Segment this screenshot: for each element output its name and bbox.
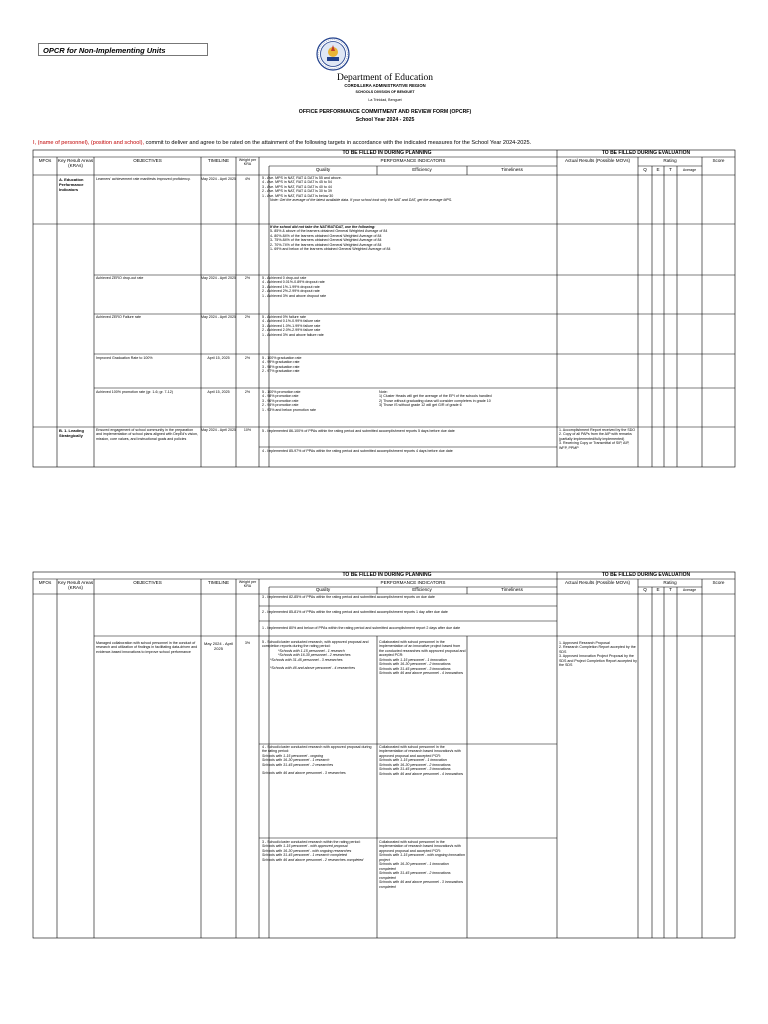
col-kra-2: Key Result Areas (KRAs) (57, 580, 94, 591)
efficiency-7-3-line: Schools with 1-15 personnel - with ongoing innovation project (379, 853, 465, 862)
commitment-text: commit to deliver and agree to be rated on the attainment of the following targets in accordance with the indicated measures for the School Year 2024-2025. (144, 140, 532, 146)
efficiency-7-4 (379, 745, 466, 776)
efficiency-7-4-line: Schools with 46 and above personnel - 4 innovations (379, 771, 464, 776)
quality-7-3-line: Schools with 16-30 personnel - with ongoing researches (262, 848, 352, 853)
planning-header: TO BE FILLED IN DURING PLANNING (342, 150, 432, 156)
quality-5-item: 1 - 93% and below promotion rate (262, 407, 316, 412)
quality-7-3-line: Schools with 46 and above personnel - 2 researches completed (262, 857, 364, 862)
objective-dropout: Achieved ZERO drop-out rate (96, 276, 144, 280)
col-timeline-2: TIMELINE (207, 580, 230, 585)
quality-7-3-line: Schools with 31-45 personnel - 1 research completed (262, 853, 347, 858)
objective-promotion: Achieved 100% promotion rate (gr. 1-6; gr. 7-12) (96, 390, 173, 394)
quality-list-1 (262, 176, 556, 203)
quality-1b-head: If the school did not take the NAT/RAT/DAT, use the following: (270, 225, 376, 229)
mov-item: 1. Approved Research Proposal (559, 641, 610, 645)
division-name: SCHOOLS DIVISION OF BENGUET (355, 90, 415, 94)
col-indicators-2: PERFORMANCE INDICATORS (380, 580, 446, 585)
weight-5: 2% (244, 390, 251, 394)
quality-2-item: 1 - Achieved 3% and above dropout rate (262, 293, 327, 298)
col-actual-results-2: Actual Results (Possible MOVs) (564, 580, 631, 585)
efficiency-7-5-line: Schools with 16-30 personnel - 2 innovations (379, 662, 451, 667)
objective-achievement-rate: Learners' achievement rate manifests improved proficiency. (96, 177, 191, 181)
objective-school-plans: Ensured engagement of school community in the preparation and implementation of school plans aligned with DepEd's vision, mission, core values, and instructional goals and policies (96, 428, 198, 441)
col-rating: Rating (663, 158, 677, 163)
efficiency-note-line: Note: (379, 390, 388, 394)
quality-7-5-line: *Schools with 16-30 personnel - 2 researches (278, 653, 351, 658)
quality-6-4: 4 - Implemented 85-97% of PPAs within the rating period and submitted accomplishment reports 4 days before due date (262, 449, 453, 453)
col-rating-t: T (669, 167, 672, 172)
evaluation-header-2: TO BE FILLED DURING EVALUATION (601, 572, 691, 578)
weight-6: 10% (243, 428, 252, 432)
weight-2: 2% (244, 276, 251, 280)
quality-6-3: 3 - Implemented 82-85% of PPAs within the rating period and submitted accomplishment reports on due date (262, 595, 435, 599)
quality-2-item: 4 - Achieved 0.01%-0.89% dropout rate (262, 280, 325, 285)
col-quality: Quality (315, 167, 331, 172)
col-timeliness-2: Timeliness (501, 587, 523, 592)
objective-research: Managed collaboration with school personnel in the conduct of research and utilization of findings in facilitating data-driven and evidence-based innovations to improve school performance (96, 641, 198, 654)
commitment-name-placeholder: (name of personnel), (position and school), (37, 140, 145, 146)
efficiency-7-5-line: Schools with 46 and above personnel - 4 innovations (379, 671, 464, 676)
quality-5-item: 3 - 96% promotion rate (262, 398, 299, 403)
region-name: CORDILLERA ADMINISTRATIVE REGION (344, 83, 426, 88)
quality-3-item: 5 - Achieved 0% failure rate (262, 315, 306, 319)
col-rating-e: E (656, 167, 660, 172)
col-actual-results: Actual Results (Possible MOVs) (564, 158, 631, 163)
quality-1b-item: 1- 69% and below of the learners obtained General Weighted Average of 84 (270, 247, 391, 252)
quality-3-item: 4 - Achieved 0.1%-0.99% failure rate (262, 319, 321, 324)
col-rating-t-2: T (669, 587, 672, 592)
efficiency-7-4-line: Schools with 31-45 personnel - 3 innovations (379, 767, 451, 772)
mov-item: 3. Approved Innovation Project Proposal by the SDS and Project Completion Report accepted by the SDS (559, 654, 637, 668)
quality-7-3-line: 3 - School/cluster conducted research within the rating period: (262, 840, 361, 844)
quality-1-item: 4 - Ave. MPS in NAT, RAT & DAT is 45 to 54 (262, 180, 332, 185)
efficiency-7-3-line: Schools with 46 and above personnel - 3 innovations completed (379, 880, 464, 889)
quality-4-item: 2 - 97% graduation rate (262, 369, 300, 374)
quality-5-item: 5 - 100% promotion rate (262, 390, 301, 394)
quality-7-4-line: Schools with 1-15 personnel - ongoing (262, 753, 324, 758)
efficiency-7-5 (379, 640, 466, 676)
quality-7-4 (262, 745, 376, 776)
kra-leading-strategically: B. 1. Leading Strategically (59, 428, 84, 438)
quality-5-item: 4 - 98% promotion rate (262, 394, 299, 399)
quality-7-5-line: *Schools with 31-45 personnel - 3 researches (270, 657, 343, 662)
quality-1-note: Note: Get the average of the latest available data. If your school took only the NAT and DAT, get the average MPS. (270, 198, 453, 203)
col-indicators: PERFORMANCE INDICATORS (380, 158, 446, 163)
quality-6-5: 5 - Implemented 86-100% of PPAs within the rating period and submitted accomplishment reports 5 days before due date (262, 429, 455, 433)
quality-7-5 (262, 640, 376, 671)
efficiency-7-4-line: Schools with 16-30 personnel - 2 innovations (379, 762, 451, 767)
mov-item: 2. Copy of all PAPs from the AIP with remarks (partially implemented/fully implemented) (559, 432, 632, 441)
col-rating-average: Average (682, 168, 697, 172)
town-name: La Trinidad, Benguet (368, 98, 402, 102)
quality-1b-item: 2- 70%-74% of the learners obtained General Weighted Average of 84 (270, 242, 382, 247)
quality-1b-item: 3- 75%-84% of the learners obtained General Weighted Average of 84 (270, 238, 382, 243)
planning-header-2: TO BE FILLED IN DURING PLANNING (342, 572, 432, 578)
efficiency-7-3-line: Schools with 16-30 personnel - 1 innovation completed (379, 862, 449, 871)
timeline-4: April 15, 2025 (207, 356, 230, 360)
objective-graduation: Improved Graduation Rate to 100% (96, 356, 153, 360)
col-timeliness: Timeliness (501, 167, 523, 172)
efficiency-note-line: 1) Cluster Heads will get the average of the EPI of the schools handled (379, 394, 492, 399)
commitment-prefix: I, (33, 140, 38, 146)
kra-education-performance: A. Education Performance Indicators (59, 177, 84, 192)
col-score-2: Score (712, 580, 725, 585)
quality-1-item: 2 - Ave. MPS in NAT, RAT & DAT is 30 to 39 (262, 189, 332, 194)
col-efficiency-2: Efficiency (412, 587, 432, 592)
col-rating-e-2: E (656, 587, 660, 592)
quality-7-4-line: 4 - School/cluster conducted research with approved proposal during the rating period: (262, 745, 372, 754)
timeline-2: May 2024 - April 2025 (201, 276, 236, 280)
quality-list-1b (270, 225, 556, 252)
col-rating-q-2: Q (643, 587, 647, 592)
quality-1-item: 5 - Ave. MPS in NAT, RAT & DAT is 55 and above. (262, 176, 342, 180)
efficiency-note-line: 2) Those without graduating class will consider completers in grade 10 (379, 398, 491, 403)
form-tag: OPCR for Non-Implementing Units (38, 43, 208, 56)
quality-2-item: 5 - Achieved 0 drop-out rate (262, 276, 307, 280)
quality-7-4-line: Schools with 16-30 personnel - 1 research (262, 758, 330, 763)
col-objectives: OBJECTIVES (133, 158, 162, 163)
quality-3-item: 2 - Achieved 2.0%-2.99% failure rate (262, 328, 321, 333)
quality-6-2: 2 - Implemented 85-81% of PPAs within the rating period and submitted accomplishment reports 1 day after due date (262, 610, 448, 614)
efficiency-7-3-line: Schools with 31-45 personnel - 2 innovations completed (379, 871, 451, 880)
timeline-3: May 2024 - April 2025 (201, 315, 236, 319)
mov-item: 2. Research Completion Report accepted by the SDS (559, 645, 636, 654)
quality-4-item: 5 - 100% graduation rate (262, 356, 302, 360)
col-rating-average-2: Average (682, 588, 697, 592)
quality-2-item: 2 - Achieved 2%-2.99% dropout rate (262, 289, 320, 294)
quality-7-5-line: 5 - School/cluster conducted research, with approved proposal and completion reports during the rating period: (262, 640, 369, 649)
form-title: OFFICE PERFORMANCE COMMITMENT AND REVIEW FORM (OPCRF) (298, 109, 472, 115)
quality-1b-item: 4- 80%-84% of the learners obtained General Weighted Average of 84 (270, 233, 382, 238)
weight-7: 3% (244, 641, 251, 645)
efficiency-7-3-line: Collaborated with school personnel in the implementation of research based innovation/s with approved proposal and accepted PCR: (379, 840, 461, 853)
quality-4-item: 3 - 98% graduation rate (262, 364, 300, 369)
quality-1-item: 3 - Ave. MPS in NAT, RAT & DAT is 40 to 44 (262, 184, 332, 189)
col-objectives-2: OBJECTIVES (133, 580, 162, 585)
quality-list-2 (262, 276, 556, 298)
col-quality-2: Quality (315, 587, 331, 592)
department-name: Department of Education (336, 73, 434, 83)
weight-1: 4% (244, 177, 251, 181)
quality-1-item: 1 - Ave. MPS in NAT, RAT & DAT is below 30 (262, 193, 334, 198)
col-weight: Weight per KRA (238, 158, 257, 167)
mov-item: 1. Accomplishment Report received by the SDO (559, 428, 636, 432)
quality-list-3 (262, 315, 556, 337)
evaluation-header: TO BE FILLED DURING EVALUATION (601, 150, 691, 156)
quality-7-5-line: *Schools with 46 and above personnel - 4 researches (270, 666, 356, 671)
efficiency-7-5-line: Schools with 1-15 personnel - 1 innovation (379, 657, 447, 662)
quality-list-4 (262, 356, 556, 374)
weight-3: 2% (244, 315, 251, 319)
col-mfos-2: MFOs (38, 580, 52, 585)
efficiency-7-5-line: Schools with 31-45 personnel - 3 innovations (379, 666, 451, 671)
quality-1b-item: 5- 85% & above of the learners obtained General Weighted Average of 84 (270, 229, 388, 234)
col-timeline: TIMELINE (207, 158, 230, 163)
mov-list-7 (559, 641, 637, 668)
col-mfos: MFOs (38, 158, 52, 163)
quality-3-item: 1 - Achieved 3% and above failure rate (262, 332, 324, 337)
mov-item: 3. Receiving Copy or Transmittal of SIP, AIP, WFP, PPMP (559, 441, 630, 450)
quality-list-5 (262, 390, 375, 412)
col-kra: Key Result Areas (KRAs) (57, 158, 94, 169)
col-efficiency: Efficiency (412, 167, 432, 172)
mov-list-6 (559, 428, 637, 450)
quality-5-item: 2 - 94% promotion rate (262, 403, 299, 408)
quality-7-3-line: Schools with 1-15 personnel - with approved proposal (262, 844, 348, 849)
efficiency-7-5-line: Collaborated with school personnel in the implementation of an innovative project based from the conducted researches with approved proposal and accepted PCR: (379, 640, 466, 658)
quality-2-item: 3 - Achieved 1%-1.99% dropout rate (262, 284, 320, 289)
col-score: Score (712, 158, 725, 163)
col-rating-2: Rating (663, 580, 677, 585)
timeline-7: May 2024 - April 2025 (204, 641, 233, 651)
efficiency-7-4-line: Schools with 1-15 personnel - 1 innovation (379, 758, 447, 763)
quality-4-item: 4 - 99% graduation rate (262, 360, 300, 365)
efficiency-7-3 (379, 840, 466, 889)
quality-3-item: 3 - Achieved 1.0%-1.99% failure rate (262, 323, 321, 328)
quality-7-4-line: Schools with 46 and above personnel - 3 researches (262, 771, 346, 776)
timeline-5: April 15, 2025 (207, 390, 230, 394)
objective-failure: Achieved ZERO Failure rate (96, 315, 141, 319)
quality-7-5-line: *Schools with 1-15 personnel - 1 research (278, 648, 345, 653)
efficiency-notes-5 (379, 390, 555, 408)
quality-7-3 (262, 840, 376, 862)
col-weight-2: Weight per KRA (238, 580, 257, 589)
timeline-1: May 2024 - April 2025 (201, 177, 236, 181)
timeline-6: May 2024 - April 2025 (201, 428, 236, 432)
weight-4: 2% (244, 356, 251, 360)
quality-6-1: 1 - Implemented 80% and below of PPAs within the rating period and submitted accomplishment report 2 days after due date (262, 626, 461, 630)
efficiency-7-4-line: Collaborated with school personnel in the implementation of research based innovation/s with approved proposal and accepted PCR: (379, 745, 461, 758)
efficiency-note-line: 3) Those IS without grade 12 will get G/R of grade 6 (379, 403, 462, 408)
quality-7-4-line: Schools with 31-45 personnel - 2 researches (262, 762, 334, 767)
col-rating-q: Q (643, 167, 647, 172)
school-year: School Year 2024 - 2025 (355, 117, 415, 123)
